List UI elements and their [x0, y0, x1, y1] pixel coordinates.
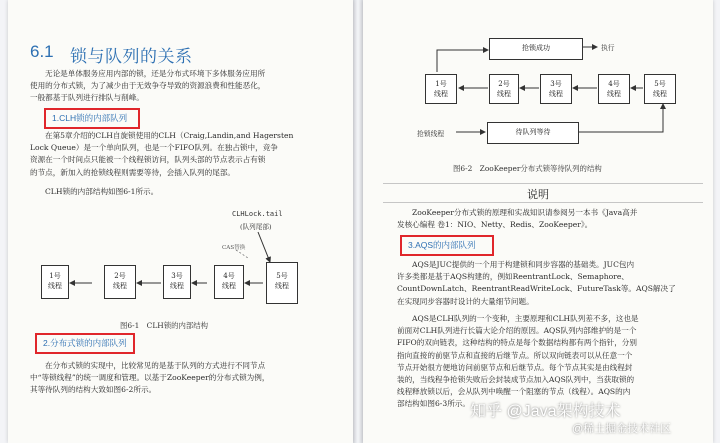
note-paragraph: [397, 207, 709, 231]
node-label: 4号: [608, 80, 620, 88]
right-page: [363, 0, 713, 443]
text-line: 节点开始很方便地访问前驱节点和后继节点。每个节点其实是由线程封: [397, 362, 633, 372]
node-label: 5号: [654, 80, 666, 88]
text-line: 发核心编程 卷1：NIO、Netty、Redis、ZooKeeper》。: [397, 220, 593, 230]
text-line: 线程释放锁以后，会从队列中唤醒一个阻塞的节点（线程）。AQS的内: [397, 387, 631, 397]
text-line: ZooKeeper分布式锁的原理和实战知识请参阅另一本书《Java高并: [412, 208, 638, 217]
node-label: 1号: [435, 80, 447, 88]
note-divider: [383, 202, 703, 203]
zk-node-2: [489, 74, 519, 104]
node-label: 1号: [49, 272, 61, 280]
section-number: 6.1: [30, 42, 54, 61]
text-line: 指向直接的前驱节点和直接的后继节点。所以双向链表可以从任意一个: [397, 350, 633, 360]
clh-node-1: [41, 265, 69, 299]
node-label: 3号: [550, 80, 562, 88]
success-box: 抢锁成功: [489, 38, 583, 60]
node-sublabel: 线程: [170, 282, 184, 290]
node-sublabel: 线程: [653, 90, 667, 98]
node-sublabel: 线程: [549, 90, 563, 98]
to-success-arrow: [437, 50, 488, 72]
text-line: 前面对CLH队列进行长篇大论介绍的原因。AQS队列内部维护的是一个: [397, 326, 637, 336]
boxed-heading-clh: 1.CLH锁的内部队列: [52, 113, 128, 123]
node-label: 2号: [114, 272, 126, 280]
clh-node-4: [214, 265, 244, 299]
text-line: 在第5章介绍的CLH自旋锁使用的CLH（Craig,Landin,and Hagersten: [45, 131, 294, 140]
wait-box: 待队列等待: [487, 122, 579, 144]
clh-node-5: [266, 262, 298, 304]
text-line: AQS是CLH队列的一个变种，主要原理和CLH队列差不多，这也是: [412, 314, 639, 323]
node-sublabel: 线程: [497, 90, 511, 98]
text-line: Lock Queue）是一个单向队列，也是一个FIFO队列。在独占锁中，竞争: [30, 143, 278, 153]
watermark-sub: @稀土掘金技术社区: [572, 423, 672, 435]
zk-node-4: [598, 74, 630, 104]
node-sublabel: 线程: [434, 90, 448, 98]
text-line: FIFO的双向链表，这种结构的特点是每个数据结构都有两个指针，分别: [397, 338, 637, 348]
node-sublabel: 线程: [275, 282, 289, 290]
exec-label: 执行: [601, 44, 615, 52]
watermark-main: 知乎 @Java架构技术: [470, 403, 621, 420]
distributed-paragraph: [30, 360, 350, 397]
figure-6-2-caption: 图6-2 ZooKeeper分布式锁等待队列的结构: [453, 164, 602, 173]
note-divider: [383, 183, 703, 184]
text-line: 许多类都是基于AQS构建的，例如ReentrantLock、Semaphore、: [397, 272, 629, 282]
text-line: 装的，当线程争抢锁失败后会封装成节点加入AQS队列中，当获取锁的: [397, 375, 635, 385]
node-sublabel: 线程: [222, 282, 236, 290]
cas-dashed-line: [236, 250, 248, 258]
aqs-paragraph-2: [397, 313, 709, 411]
section-title: 锁与队列的关系: [70, 47, 193, 66]
cas-label: CAS替换: [222, 245, 246, 251]
clh-node-3: [163, 265, 191, 299]
tail-sublabel: (队列尾部): [240, 223, 272, 231]
text-line: 在实现同步容器时设计的大量细节问题。: [397, 296, 534, 306]
zk-node-1: [425, 74, 457, 104]
text-line: 部结构如图6-3所示。: [397, 399, 470, 409]
left-page: [8, 0, 353, 443]
node-label: 4号: [223, 272, 235, 280]
figure-6-1-caption: 图6-1 CLH锁的内部结构: [120, 321, 209, 330]
clh-figure-ref: CLH锁的内部结构如图6-1所示。: [45, 187, 159, 196]
text-line: 无论是单体服务应用内部的锁，还是分布式环境下多体服务应用所: [45, 69, 266, 78]
tail-label: CLHLock.tail: [232, 210, 283, 218]
text-line: AQS是JUC提供的一个用于构建锁和同步容器的基础类。JUC包内: [412, 260, 635, 269]
text-line: 其等待队列的结构大致如图6-2所示。: [30, 385, 157, 395]
note-heading: 说明: [527, 189, 549, 201]
grab-label: 抢锁线程: [417, 130, 445, 138]
boxed-heading-distributed: 2.分布式锁的内部队列: [43, 338, 127, 348]
node-sublabel: 线程: [48, 282, 62, 290]
zk-node-3: [540, 74, 572, 104]
node-label: 2号: [498, 80, 510, 88]
clh-node-2: [104, 265, 136, 299]
aqs-paragraph-1: [397, 259, 709, 308]
node-sublabel: 线程: [113, 282, 127, 290]
text-line: CountDownLatch、ReentrantReadWriteLock、FutureTask等。AQS解决了: [397, 284, 676, 294]
boxed-heading-aqs: 3.AQS的内部队列: [408, 240, 476, 250]
text-line: 使用的分布式锁，为了减少由于无效争夺导致的资源浪费和性能恶化，: [30, 81, 266, 91]
node-label: 3号: [171, 272, 183, 280]
text-line: 中“等锁线程”的统一调度和管理。以基于ZooKeeper的分布式锁为例，: [30, 373, 270, 383]
wait-arrow: [577, 104, 663, 132]
zk-node-5: [644, 74, 676, 104]
text-line: 在分布式锁的实现中，比较常见的是基于队列的方式进行不同节点: [45, 361, 266, 370]
book-gutter: [353, 0, 363, 443]
text-line: 一般都基于队列进行排队与削峰。: [30, 93, 144, 103]
node-sublabel: 线程: [607, 90, 621, 98]
node-label: 5号: [276, 272, 288, 280]
text-line: 的节点，新加入的抢锁线程则需要等待，会插入队列的尾部。: [30, 167, 236, 177]
tail-pointer-arrow: [258, 232, 270, 262]
text-line: 资源在一个时间点只能被一个线程锁访问，队列头部的节点表示占有锁: [30, 155, 266, 165]
